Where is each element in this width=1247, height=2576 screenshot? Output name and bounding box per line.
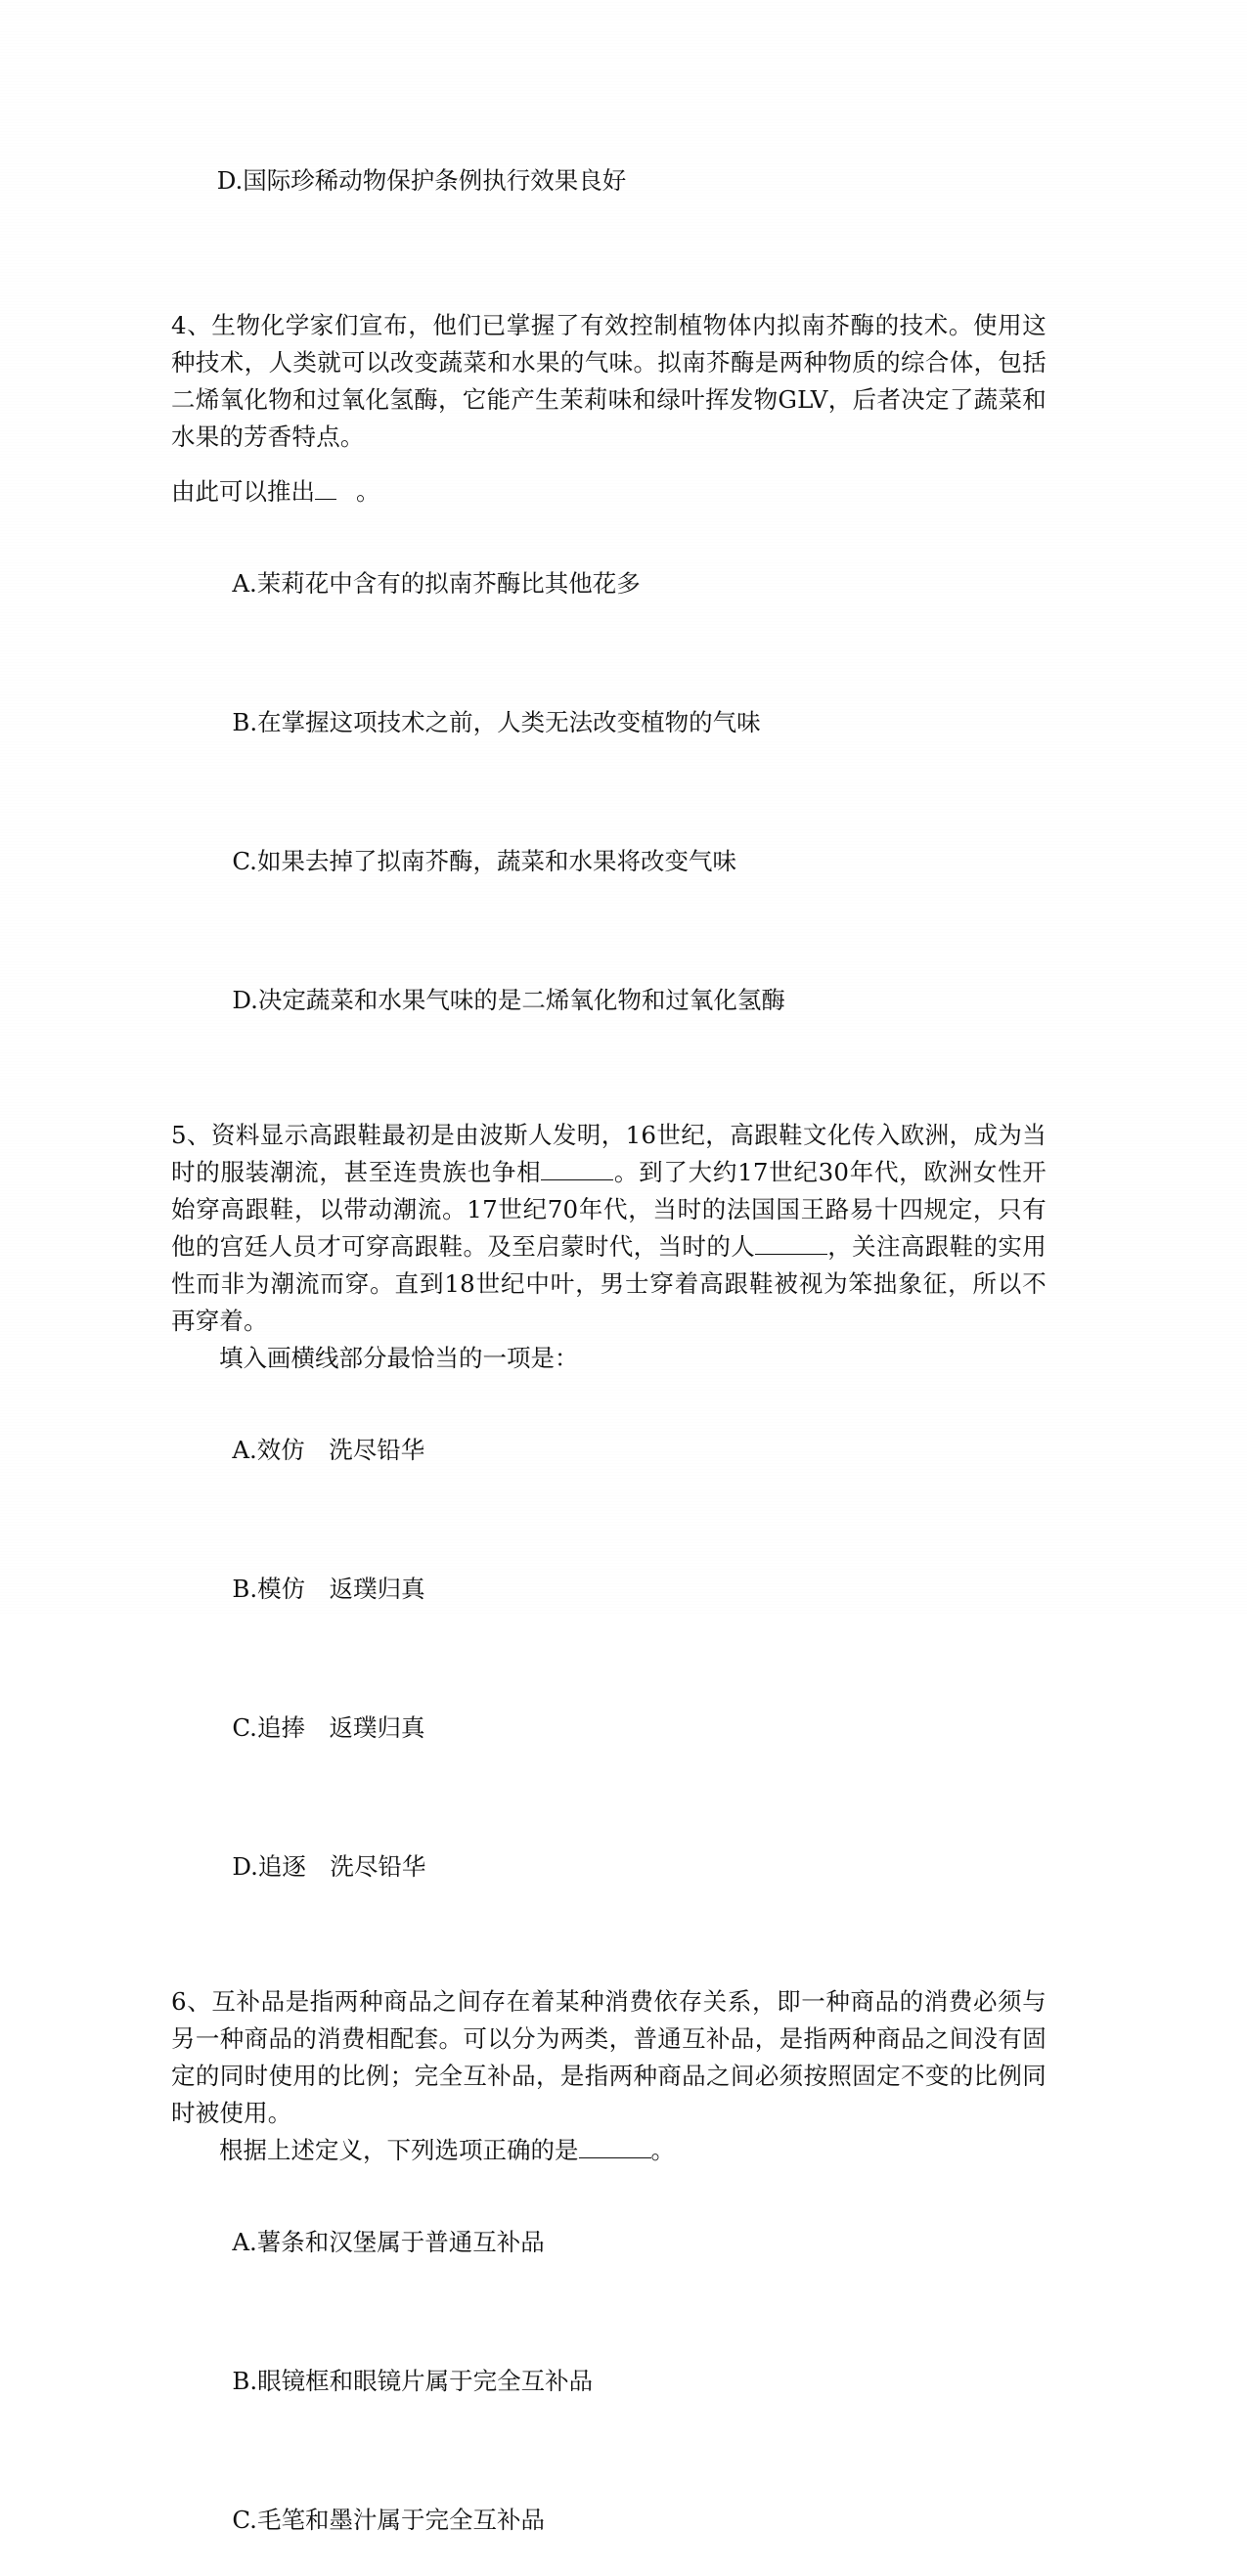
option-label: D. <box>216 166 244 195</box>
option-label: A. <box>232 1436 257 1464</box>
question-4-option-a <box>171 528 1047 640</box>
option-label: B. <box>232 1575 258 1603</box>
page-content <box>171 125 1047 2576</box>
spacer <box>171 1056 1047 1117</box>
question-5-option-c <box>171 1672 1047 1784</box>
question-6-option-a <box>171 2187 1047 2298</box>
spacer <box>171 649 1047 667</box>
question-4 <box>171 307 1047 1056</box>
question-6 <box>171 1983 1047 2576</box>
spacer <box>171 788 1047 806</box>
question-4-body <box>171 307 1047 456</box>
question-4-prompt-pre: 由此可以推出 <box>171 477 315 506</box>
option-label: A. <box>232 2228 257 2256</box>
question-4-option-b <box>171 667 1047 778</box>
question-5-number: 5、 <box>171 1121 211 1149</box>
question-5-prompt: 填入画横线部分最恰当的一项是： <box>219 1344 579 1372</box>
option-label: D. <box>232 1852 258 1881</box>
answer-blank <box>315 499 336 500</box>
question-5 <box>171 1117 1047 1923</box>
spacer <box>171 2169 1047 2187</box>
option-label: C. <box>232 847 257 875</box>
option-text: 决定蔬菜和水果气味的是二烯氧化物和过氧化氢酶 <box>257 986 785 1014</box>
question-5-text-part1: 资料显示高跟鞋最初是由波斯人发明，16世纪，高跟鞋文化传入欧洲，成为当时的服装潮流，甚至连贵族也争相 <box>171 1121 1047 1186</box>
option-label: C. <box>232 1713 257 1742</box>
spacer <box>171 1794 1047 1811</box>
option-text: 薯条和汉堡属于普通互补品 <box>256 2228 545 2256</box>
question-5-text-part2: 。到了大约17世纪30年代，欧洲女性开始穿高跟鞋，以带动潮流。17世纪70年代，当时的法国国王路易十四规定，只有他的宫廷人员才可穿高跟鞋。及至启蒙时代，当时的人 <box>171 1158 1047 1261</box>
spacer <box>171 456 1047 473</box>
spacer <box>171 2447 1047 2465</box>
question-6-option-c <box>171 2465 1047 2576</box>
option-label: B. <box>232 2367 258 2395</box>
option-text: 效仿 洗尽铅华 <box>256 1436 425 1464</box>
question-4-option-d <box>171 945 1047 1056</box>
spacer <box>171 246 1047 307</box>
option-text: 国际珍稀动物保护条例执行效果良好 <box>243 166 627 195</box>
spacer <box>171 1516 1047 1533</box>
answer-blank <box>579 2157 651 2158</box>
option-text: 如果去掉了拟南芥酶，蔬菜和水果将改变气味 <box>256 847 736 875</box>
answer-blank-1 <box>541 1179 613 1180</box>
spacer <box>171 1655 1047 1672</box>
option-text: 茉莉花中含有的拟南芥酶比其他花多 <box>256 569 641 598</box>
question-6-option-b <box>171 2326 1047 2437</box>
option-label: A. <box>232 569 257 598</box>
question-4-text: 生物化学家们宣布，他们已掌握了有效控制植物体内拟南芥酶的技术。使用这种技术，人类就可以改变蔬菜和水果的气味。拟南芥酶是两种物质的综合体，包括二烯氧化物和过氧化氢酶，它能产生茉莉味和绿叶挥发物GLV，后者决定了蔬菜和水果的芳香特点。 <box>171 311 1047 451</box>
question-6-body <box>171 1983 1047 2132</box>
option-label: B. <box>232 708 258 736</box>
option-text: 追逐 洗尽铅华 <box>257 1852 426 1881</box>
question-5-body <box>171 1117 1047 1340</box>
spacer <box>171 511 1047 528</box>
question-4-prompt-post: 。 <box>356 477 380 506</box>
option-text: 追捧 返璞归真 <box>256 1713 425 1742</box>
question-6-number: 6、 <box>171 1987 212 2016</box>
question-6-prompt-pre: 根据上述定义，下列选项正确的是 <box>219 2136 579 2164</box>
option-text: 在掌握这项技术之前，人类无法改变植物的气味 <box>257 708 761 736</box>
option-text: 毛笔和墨汁属于完全互补品 <box>256 2506 545 2534</box>
option-label: D. <box>232 986 258 1014</box>
question-5-option-d <box>171 1811 1047 1923</box>
question-6-prompt-post: 。 <box>650 2136 675 2164</box>
question-4-prompt <box>171 473 1047 511</box>
question-5-text-part3: ，关注高跟鞋的实用性而非为潮流而穿。直到18世纪中叶，男士穿着高跟鞋被视为笨拙象征，所以不再穿着。 <box>171 1232 1047 1335</box>
answer-blank-2 <box>755 1254 827 1255</box>
question-5-option-b <box>171 1533 1047 1645</box>
previous-question-option-d <box>171 125 1047 237</box>
option-text: 眼镜框和眼镜片属于完全互补品 <box>257 2367 594 2395</box>
spacer <box>171 927 1047 945</box>
spacer <box>171 1923 1047 1983</box>
question-4-option-c <box>171 806 1047 917</box>
question-6-text: 互补品是指两种商品之间存在着某种消费依存关系，即一种商品的消费必须与另一种商品的消费相配套。可以分为两类，普通互补品，是指两种商品之间没有固定的同时使用的比例；完全互补品，是指两种商品之间必须按照固定不变的比例同时被使用。 <box>171 1987 1047 2127</box>
spacer <box>171 2308 1047 2326</box>
question-6-prompt <box>171 2132 1047 2169</box>
option-label: C. <box>232 2506 257 2534</box>
option-text: 模仿 返璞归真 <box>257 1575 425 1603</box>
spacer <box>171 1377 1047 1395</box>
question-4-number: 4、 <box>171 311 212 339</box>
question-5-option-a <box>171 1395 1047 1506</box>
